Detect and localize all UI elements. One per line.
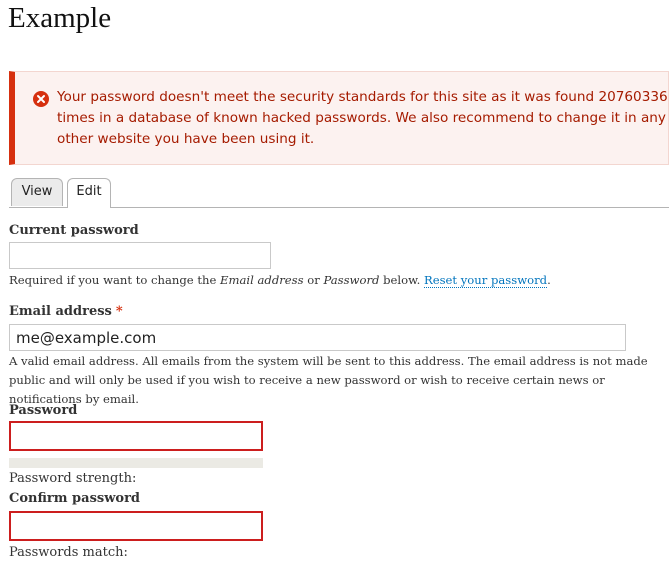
- reset-password-link[interactable]: Reset your password: [424, 273, 548, 287]
- current-password-desc-mid: or: [303, 273, 324, 287]
- password-field[interactable]: [9, 421, 263, 451]
- tab-view[interactable]: View: [11, 178, 63, 206]
- error-message-box: [9, 71, 669, 165]
- password-strength-bar: [9, 458, 263, 468]
- confirm-password-label: Confirm password: [9, 491, 141, 506]
- tab-bar: [9, 178, 669, 208]
- current-password-field[interactable]: [9, 242, 271, 269]
- email-label-text: Email address: [9, 304, 112, 319]
- email-description: A valid email address. All emails from the system will be sent to this address. The email address is not made public and will only be used if you wish to receive a new password or wish to receive certain news or notifications by email.: [9, 354, 648, 406]
- email-address-emphasis: Email address: [220, 273, 304, 287]
- email-field[interactable]: [9, 324, 626, 351]
- error-message-text: Your password doesn't meet the security standards for this site as it was found 20760336 times in a database of known hacked passwords. We also recommend to change it in any other website you have been using it.: [57, 89, 668, 147]
- password-emphasis: Password: [323, 273, 380, 287]
- password-strength-label: Password strength:: [9, 471, 137, 486]
- current-password-description: [9, 271, 659, 290]
- page-title: Example: [8, 2, 112, 34]
- current-password-desc-prefix: Required if you want to change the: [9, 273, 221, 287]
- password-label: Password: [9, 403, 78, 418]
- current-password-label: Current password: [9, 223, 139, 238]
- current-password-desc-end: .: [547, 273, 551, 287]
- confirm-password-field[interactable]: [9, 511, 263, 541]
- current-password-desc-suffix: below.: [379, 273, 424, 287]
- error-circle-icon: [33, 91, 49, 107]
- passwords-match-label: Passwords match:: [9, 545, 128, 560]
- required-marker: *: [115, 304, 123, 319]
- email-label: [9, 304, 123, 319]
- tab-edit[interactable]: Edit: [67, 178, 111, 208]
